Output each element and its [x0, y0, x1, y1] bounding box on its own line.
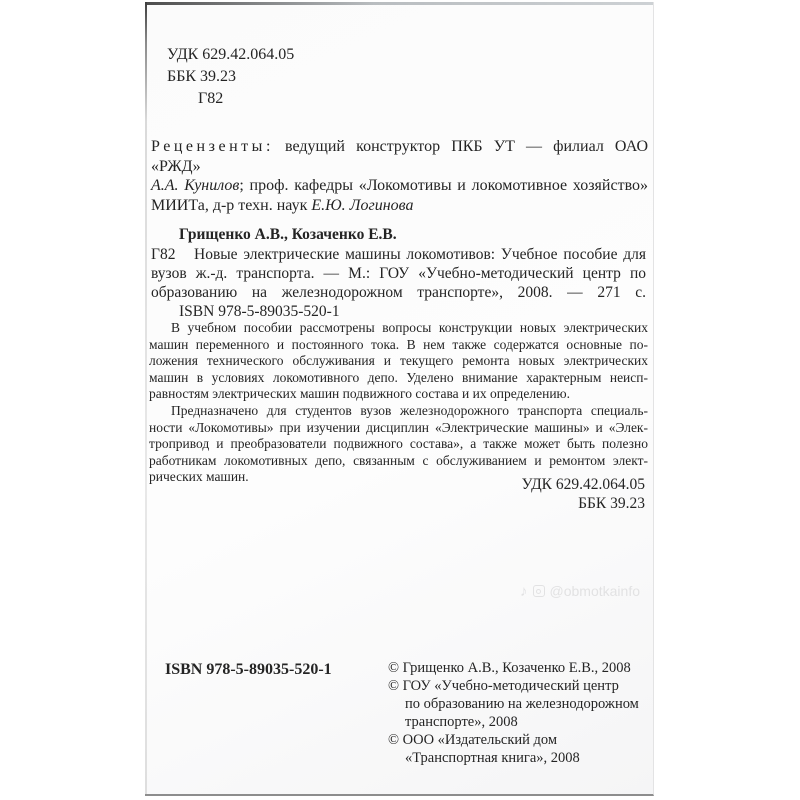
watermark-handle: @obmotkainfo: [549, 583, 640, 599]
description-line: Новые электрические машины локомотивов: Учебное пособие для: [194, 246, 646, 263]
book-imprint-page: [145, 2, 654, 796]
isbn-catalog: ISBN 978-5-89035-520-1: [179, 303, 340, 320]
reviewer-name: А.А. Кунилов: [151, 177, 240, 194]
reviewers-label: Рецензенты:: [151, 138, 274, 155]
tiktok-icon: ♪: [520, 582, 528, 600]
reviewers-line: [151, 196, 648, 216]
bbk-code: ББК 39.23: [167, 68, 237, 85]
reviewers-text: ведущий конструктор ПКБ УТ — филиал ОАО «РЖД»: [151, 138, 648, 175]
annotation-line: Предназначено для студентов вузов железнодорожного транспорта специаль-: [171, 402, 648, 418]
reviewer-name: Е.Ю. Логинова: [311, 196, 414, 214]
classification-codes-right: [522, 476, 645, 513]
copyright-line: по образованию на железнодорожном: [405, 696, 639, 712]
copyright-block: [388, 659, 650, 767]
annotation-line: работникам локомотивных депо, связанным с обслуживанием и ремонтом элект-: [149, 452, 648, 468]
reviewers-line: [151, 176, 648, 196]
isbn-footer: ISBN 978-5-89035-520-1: [165, 661, 332, 678]
udk-code: УДК 629.42.064.05: [167, 46, 295, 63]
author-sign-code: Г82: [198, 90, 224, 107]
reviewers-paragraph: [151, 137, 648, 215]
annotation: [149, 320, 648, 486]
reviewers-line: [151, 137, 648, 176]
catalog-card: [151, 225, 646, 321]
bbk-code: ББК 39.23: [578, 494, 645, 512]
annotation-line: ложения технического обслуживания и текущего ремонта новых электрических: [149, 353, 648, 369]
social-watermark: [520, 583, 640, 599]
reviewers-text: ; проф. кафедры «Локомотивы и локомотивное хозяйство»: [239, 177, 649, 194]
authors-line: Грищенко А.В., Козаченко Е.В.: [179, 226, 397, 243]
annotation-line: машин в условиях локомотивного депо. Уделено внимание характерным неисп-: [149, 369, 648, 385]
annotation-line: тропривод и преобразователи подвижного состава», а также может быть полезно: [149, 436, 648, 452]
author-sign-code: Г82: [151, 246, 176, 263]
bibliographic-description: [151, 245, 646, 321]
annotation-line: В учебном пособии рассмотрены вопросы конструкции новых электрических: [171, 320, 648, 335]
reviewers-text: МИИТа, д-р техн. наук: [151, 196, 312, 214]
copyright-line: © Грищенко А.В., Козаченко Е.В., 2008: [388, 660, 631, 676]
udk-code: УДК 629.42.064.05: [521, 476, 645, 493]
annotation-line: рических машин.: [149, 469, 249, 485]
instagram-icon: [533, 585, 545, 597]
copyright-line: транспорте», 2008: [405, 714, 518, 730]
copyright-line: «Транспортная книга», 2008: [405, 750, 580, 766]
annotation-line: ности «Локомотивы» при изучении дисциплин «Электрические машины» и «Элек-: [149, 419, 648, 435]
copyright-line: © ООО «Издательский дом: [388, 732, 558, 748]
annotation-line: равностям электрических машин подвижного состава и их определению.: [149, 386, 571, 402]
classification-codes-top: [167, 44, 294, 110]
copyright-line: © ГОУ «Учебно-методический центр: [388, 678, 619, 694]
description-line: образованию на железнодорожном транспорте», 2008. — 271 с.: [151, 284, 646, 301]
annotation-line: машин переменного и постоянного тока. В нем также содержатся основные по-: [149, 336, 648, 352]
description-line: вузов ж.-д. транспорта. — М.: ГОУ «Учебно-методический центр по: [151, 265, 646, 282]
